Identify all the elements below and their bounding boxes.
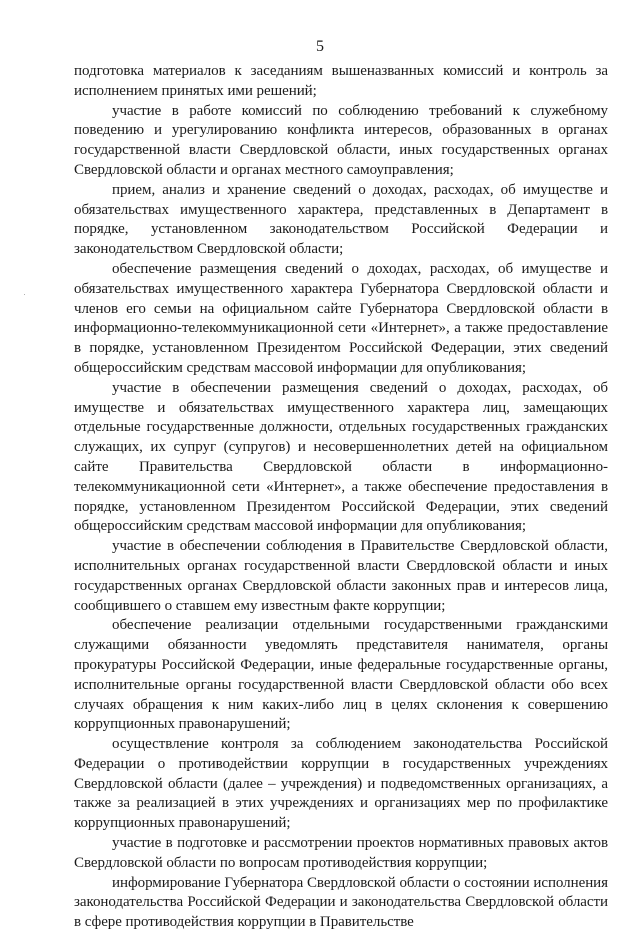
scan-speck	[24, 294, 25, 295]
paragraph: осуществление контроля за соблюдением законодательства Российской Федерации о противодействии коррупции в государственных учреждениях Свердловской области (далее – учреждения) и подведомственных организациях, а также за реализацией в этих учреждениях и организациях мер по профилактике коррупционных правонарушений;	[74, 736, 608, 832]
paragraph: участие в обеспечении размещения сведений о доходах, расходах, об имуществе и обязательствах имущественного характера лиц, замещающих отдельные государственные должности, отдельных государственных гражданских служащих, их супруг (супругов) и несовершеннолетних детей на официальном сайте Правительства Свердловской области в информационно-телекоммуникационной сети «Интернет», а также обеспечение предоставления в порядке, установленном Президентом Российской Федерации, этих сведений общероссийским средствам массовой информации для опубликования;	[74, 379, 608, 535]
paragraph: обеспечение размещения сведений о доходах, расходах, об имуществе и обязательствах имущественного характера Губернатора Свердловской области и членов его семьи на официальном сайте Губернатора Свердловской области в информационно-телекоммуникационной сети «Интернет», а также предоставление в порядке, установленном Президентом Российской Федерации, этих сведений общероссийским средствам массовой информации для опубликования;	[74, 260, 608, 376]
paragraph: информирование Губернатора Свердловской области о состоянии исполнения законодательства Российской Федерации и законодательства Свердловской области в сфере противодействия коррупции в Правительстве	[74, 874, 608, 931]
paragraph: прием, анализ и хранение сведений о доходах, расходах, об имуществе и обязательствах имущественного характера, представленных в Департамент в порядке, установленном законодательством Российской Федерации и законодательством Свердловской области;	[74, 181, 608, 258]
paragraph: участие в обеспечении соблюдения в Правительстве Свердловской области, исполнительных органах государственной власти Свердловской области и иных государственных органах Свердловской области законных прав и интересов лица, сообщившего о ставшем ему известным факте коррупции;	[74, 538, 608, 614]
paragraph: подготовка материалов к заседаниям вышеназванных комиссий и контроль за исполнением принятых ими решений;	[74, 63, 608, 99]
paragraph: обеспечение реализации отдельными государственными гражданскими служащими обязанности уведомлять представителя нанимателя, органы прокуратуры Российской Федерации, иные федеральные государственные органы, исполнительные органы государственной власти Свердловской области обо всех случаях обращения к ним каких-либо лиц в целях склонения к совершению коррупционных правонарушений;	[74, 617, 608, 733]
paragraph: участие в работе комиссий по соблюдению требований к служебному поведению и урегулированию конфликта интересов, образованных в органах государственной власти Свердловской области, иных государственных органах Свердловской области и органах местного самоуправления;	[74, 102, 608, 178]
paragraph: участие в подготовке и рассмотрении проектов нормативных правовых актов Свердловской области по вопросам противодействия коррупции;	[74, 835, 608, 871]
document-body	[74, 62, 608, 933]
page-number: 5	[316, 38, 324, 55]
